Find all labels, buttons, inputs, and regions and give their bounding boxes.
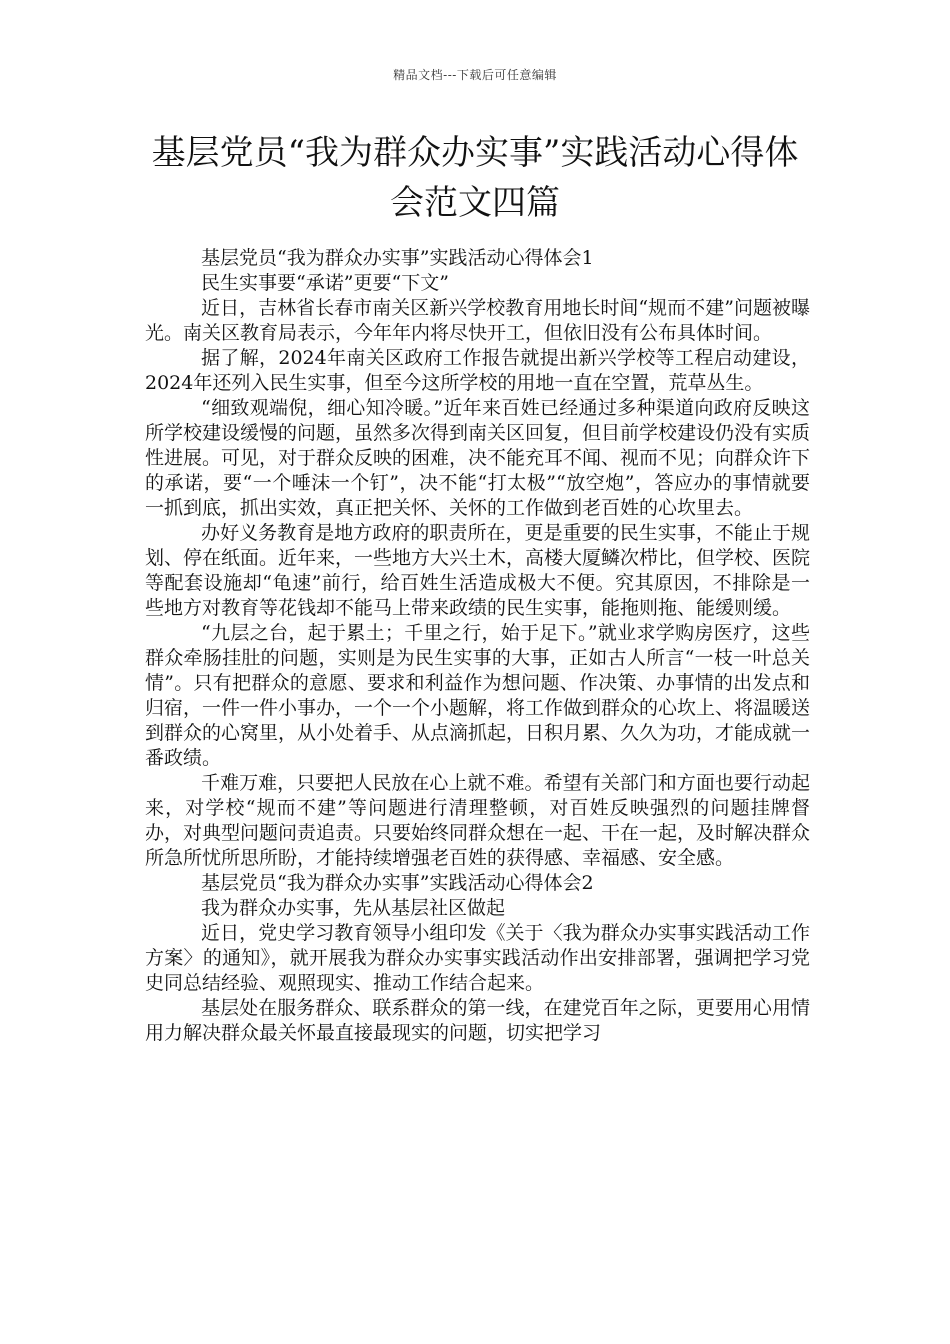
paragraph: 基层处在服务群众、联系群众的第一线，在建党百年之际，更要用心用情用力解决群众最关怀最直接最现实的问题，切实把学习 xyxy=(145,997,810,1044)
paragraph: 近日，党史学习教育领导小组印发《关于〈我为群众办实事实践活动工作方案〉的通知》，就开展我为群众办实事实践活动作出安排部署，强调把学习党史同总结经验、观照现实、推动工作结合起来。 xyxy=(145,922,810,994)
section-heading-2: 基层党员“我为群众办实事”实践活动心得体会2 xyxy=(201,872,594,894)
paragraph: “九层之台，起于累土；千里之行，始于足下。”就业求学购房医疗，这些群众牵肠挂肚的问题，实则是为民生实事的大事，正如古人所言“一枝一叶总关情”。只有把群众的意愿、要求和利益作为想问题、作决策、办事情的出发点和归宿，一件一件小事办，一个一个小题解，将工作做到群众的心坎上、将温暖送到群众的心窝里，从小处着手、从点滴抓起，日积月累、久久为功，才能成就一番政绩。 xyxy=(145,622,811,769)
paragraph: 办好义务教育是地方政府的职责所在，更是重要的民生实事，不能止于规划、停在纸面。近年来，一些地方大兴土木，高楼大厦鳞次栉比，但学校、医院等配套设施却“龟速”前行，给百姓生活造成极大不便。究其原因，不排除是一些地方对教育等花钱却不能马上带来政绩的民生实事，能拖则拖、能缓则缓。 xyxy=(145,522,811,619)
section-heading-1: 基层党员“我为群众办实事”实践活动心得体会1 xyxy=(201,247,594,269)
paragraph: 据了解，2024年南关区政府工作报告就提出新兴学校等工程启动建设，2024年还列入民生实事，但至今这所学校的用地一直在空置，荒草丛生。 xyxy=(145,347,810,394)
paragraph: 近日，吉林省长春市南关区新兴学校教育用地长时间“规而不建”问题被曝光。南关区教育局表示，今年年内将尽快开工，但依旧没有公布具体时间。 xyxy=(145,297,810,344)
paragraph: 千难万难，只要把人民放在心上就不难。希望有关部门和方面也要行动起来，对学校“规而不建”等问题进行清理整顿，对百姓反映强烈的问题挂牌督办，对典型问题问责追责。只要始终同群众想在一起、干在一起，及时解决群众所急所忧所思所盼，才能持续增强老百姓的获得感、幸福感、安全感。 xyxy=(145,772,811,869)
document-title: 基层党员“我为群众办实事”实践活动心得体会范文四篇 xyxy=(151,133,799,223)
header-note: 精品文档---下载后可任意编辑 xyxy=(393,68,557,82)
section-subheading-1: 民生实事要“承诺”更要“下文” xyxy=(201,272,449,294)
document-body xyxy=(145,246,810,1046)
paragraph: “细致观端倪，细心知冷暖。”近年来百姓已经通过多种渠道向政府反映这所学校建设缓慢的问题，虽然多次得到南关区回复，但目前学校建设仍没有实质性进展。可见，对于群众反映的困难，决不能充耳不闻、视而不见；向群众许下的承诺，要“一个唾沫一个钉”，决不能“打太极”“放空炮”，答应办的事情就要一抓到底，抓出实效，真正把关怀、关怀的工作做到老百姓的心坎里去。 xyxy=(145,397,811,519)
section-subheading-2: 我为群众办实事，先从基层社区做起 xyxy=(201,897,506,919)
